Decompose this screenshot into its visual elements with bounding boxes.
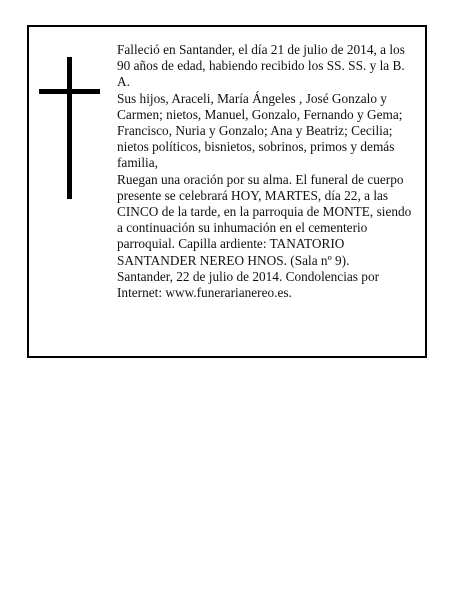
cross-vertical-bar — [67, 57, 72, 199]
date-condolences-paragraph: Santander, 22 de julio de 2014. Condolencias por Internet: www.funerarianereo.es. — [117, 268, 380, 301]
death-announcement-paragraph: Falleció en Santander, el día 21 de julio de 2014, a los 90 años de edad, habiendo recibido los SS. SS. y la B. A. — [117, 42, 405, 90]
obituary-notice — [27, 25, 427, 358]
funeral-details-paragraph: Ruegan una oración por su alma. El funeral de cuerpo presente se celebrará HOY, MARTES, día 22, a las CINCO de la tarde, en la parroquia de MONTE, siendo a continuación su inhumación en el cementerio parroquial. Capilla ardiente: TANATORIO SANTANDER NEREO HNOS. (Sala nº 9). — [117, 171, 412, 268]
latin-cross-icon — [39, 57, 100, 199]
family-paragraph: Sus hijos, Araceli, María Ángeles , José Gonzalo y Carmen; nietos, Manuel, Gonzalo, Fernando y Gema; Francisco, Nuria y Gonzalo; Ana y Beatriz; Cecilia; nietos políticos, bisnietos, sobrinos, primos y demás familia, — [117, 90, 403, 171]
cross-horizontal-bar — [39, 89, 100, 94]
obituary-text — [117, 42, 413, 301]
